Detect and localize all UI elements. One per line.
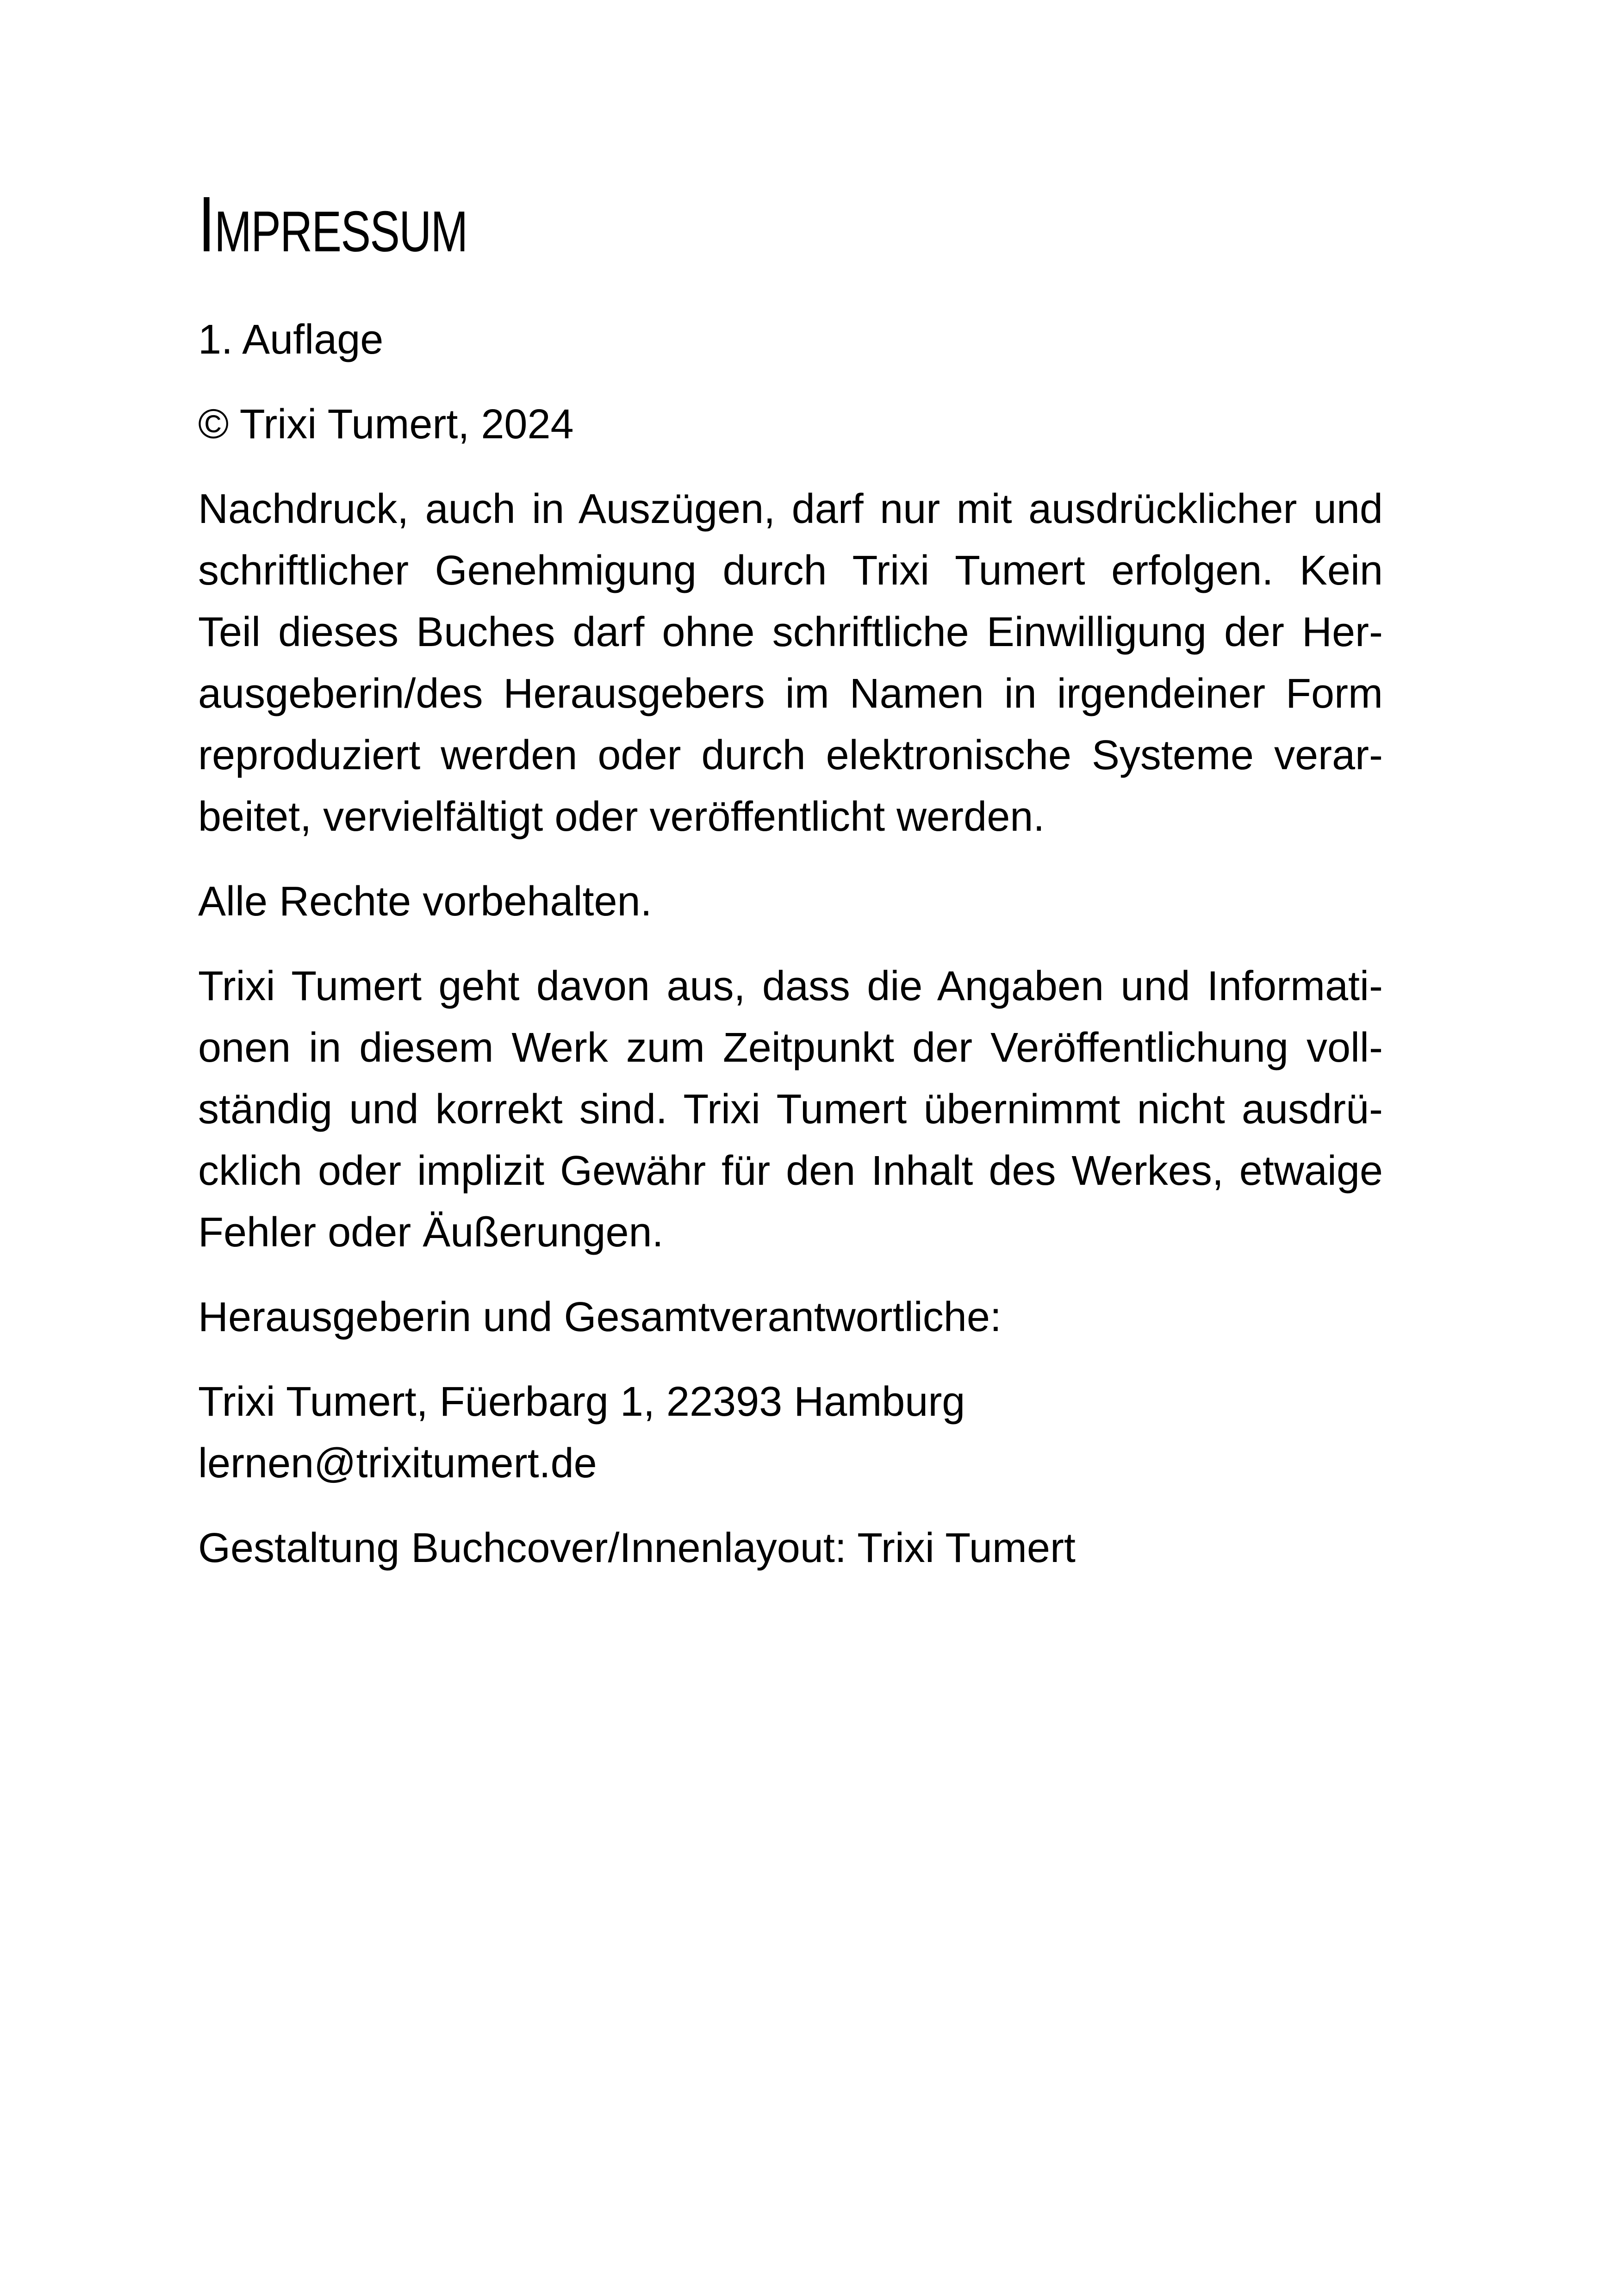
rights-text: Alle Rechte vorbehalten. (198, 878, 652, 925)
reprint-line: ausgeberin/des Herausgebers im Namen in irgendeiner Form (198, 671, 1383, 717)
email-address: lernen@trixitumert.de (198, 1440, 597, 1487)
reprint-line: Teil dieses Buches darf ohne schriftliche Einwilligung der Her- (198, 609, 1383, 655)
disclaimer-line: Trixi Tumert geht davon aus, dass die Angaben und Informati- (198, 963, 1383, 1009)
publisher-label: Herausgeberin und Gesamtverantwortliche: (198, 1294, 1002, 1340)
reprint-paragraph (198, 479, 1383, 848)
address-line: Trixi Tumert, Füerbarg 1, 22393 Hamburg (198, 1379, 965, 1425)
edition-text: 1. Auflage (198, 317, 384, 363)
disclaimer-line: ständig und korrekt sind. Trixi Tumert übernimmt nicht ausdrü- (198, 1086, 1383, 1132)
reprint-line: schriftlicher Genehmigung durch Trixi Tumert erfolgen. Kein (198, 548, 1383, 594)
imprint-body (198, 309, 1383, 1602)
disclaimer-line: Fehler oder Äußerungen. (198, 1209, 664, 1256)
page-title (198, 180, 467, 268)
copyright-text: © Trixi Tumert, 2024 (198, 401, 574, 448)
reprint-line: beitet, vervielfältigt oder veröffentlicht werden. (198, 794, 1045, 840)
title-initial: I (198, 180, 215, 268)
disclaimer-paragraph (198, 956, 1383, 1263)
reprint-line: Nachdruck, auch in Auszügen, darf nur mit ausdrücklicher und (198, 486, 1383, 532)
title-rest: MPRESSUM (214, 200, 467, 264)
address-block (198, 1371, 1383, 1494)
disclaimer-line: onen in diesem Werk zum Zeitpunkt der Veröffentlichung voll- (198, 1025, 1383, 1071)
disclaimer-line: cklich oder implizit Gewähr für den Inhalt des Werkes, etwaige (198, 1148, 1383, 1194)
design-credit: Gestaltung Buchcover/Innenlayout: Trixi Tumert (198, 1525, 1076, 1571)
reprint-line: reproduziert werden oder durch elektronische Systeme verar- (198, 732, 1383, 778)
